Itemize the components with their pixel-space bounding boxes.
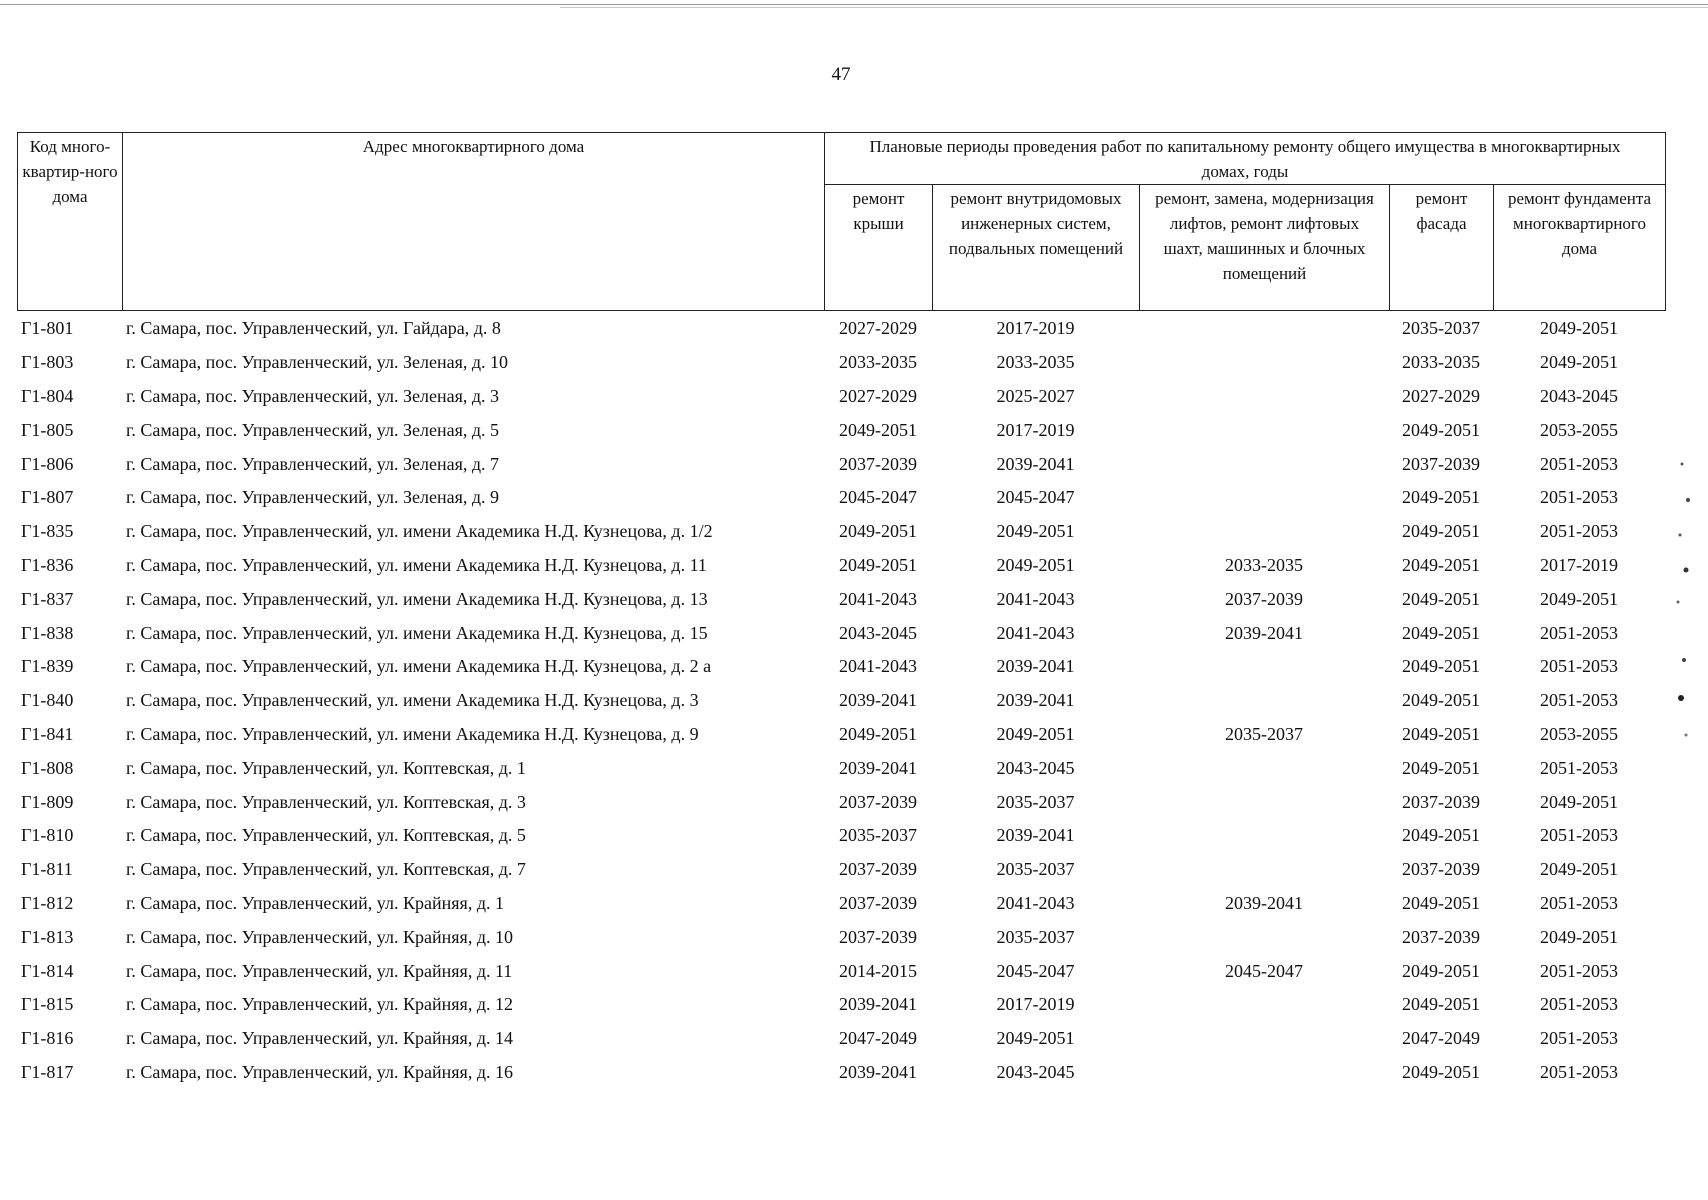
cell-code: Г1-801 [21,318,74,339]
cell-code: Г1-841 [21,723,74,744]
cell-address: г. Самара, пос. Управленческий, ул. Зеленая, д. 5 [126,419,500,440]
cell-foundation: 2049-2051 [1540,352,1618,373]
cell-roof: 2033-2035 [839,352,917,373]
cell-address: г. Самара, пос. Управленческий, ул. Крайняя, д. 12 [126,994,513,1015]
header-roof: ремонт крыши [825,185,933,311]
cell-engineering: 2039-2041 [996,690,1075,711]
cell-facade: 2049-2051 [1402,656,1480,677]
cell-facade: 2037-2039 [1402,926,1480,947]
cell-engineering: 2035-2037 [996,926,1075,947]
cell-address: г. Самара, пос. Управленческий, ул. Зеленая, д. 7 [126,453,500,474]
cell-engineering: 2049-2051 [996,521,1075,542]
cell-roof: 2047-2049 [839,1028,917,1049]
cell-engineering: 2041-2043 [996,588,1075,609]
cell-code: Г1-817 [21,1061,74,1082]
table-row [17,887,1665,921]
cell-foundation: 2051-2053 [1540,757,1618,778]
cell-facade: 2049-2051 [1402,554,1480,575]
cell-facade: 2049-2051 [1402,521,1480,542]
cell-address: г. Самара, пос. Управленческий, ул. Крайняя, д. 10 [126,926,513,947]
cell-roof: 2039-2041 [839,1061,917,1082]
cell-address: г. Самара, пос. Управленческий, ул. Гайдара, д. 8 [126,318,501,339]
table-row [17,582,1665,616]
cell-address: г. Самара, пос. Управленческий, ул. Крайняя, д. 16 [126,1061,513,1082]
table-row [17,549,1665,583]
cell-code: Г1-812 [21,892,74,913]
table-row [17,650,1665,684]
cell-roof: 2049-2051 [839,521,917,542]
cell-roof: 2035-2037 [839,825,917,846]
cell-address: г. Самара, пос. Управленческий, ул. Зеленая, д. 3 [126,385,500,406]
cell-address: г. Самара, пос. Управленческий, ул. Крайняя, д. 1 [126,892,504,913]
cell-roof: 2039-2041 [839,757,917,778]
cell-engineering: 2017-2019 [996,419,1075,440]
page-number: 47 [831,64,851,85]
cell-address: г. Самара, пос. Управленческий, ул. имени Академика Н.Д. Кузнецова, д. 9 [126,723,699,744]
cell-engineering: 2041-2043 [996,892,1075,913]
table-row [17,346,1665,380]
cell-facade: 2037-2039 [1402,791,1480,812]
table-row [17,819,1665,853]
cell-foundation: 2051-2053 [1540,690,1618,711]
table-row [17,312,1665,346]
cell-foundation: 2049-2051 [1540,926,1618,947]
cell-facade: 2049-2051 [1402,690,1480,711]
cell-code: Г1-807 [21,487,74,508]
cell-roof: 2014-2015 [839,960,917,981]
cell-facade: 2049-2051 [1402,994,1480,1015]
cell-lifts: 2033-2035 [1225,554,1303,575]
table-row [17,751,1665,785]
cell-engineering: 2041-2043 [996,622,1075,643]
cell-foundation: 2049-2051 [1540,588,1618,609]
cell-roof: 2027-2029 [839,385,917,406]
cell-facade: 2027-2029 [1402,385,1480,406]
cell-foundation: 2051-2053 [1540,656,1618,677]
header-planned-periods: Плановые периоды проведения работ по капитальному ремонту общего имущества в многоквартирных домах, годы [825,133,1666,185]
cell-engineering: 2049-2051 [996,723,1075,744]
cell-roof: 2037-2039 [839,859,917,880]
cell-facade: 2049-2051 [1402,757,1480,778]
cell-code: Г1-838 [21,622,74,643]
cell-code: Г1-835 [21,521,74,542]
cell-foundation: 2051-2053 [1540,825,1618,846]
cell-code: Г1-806 [21,453,74,474]
cell-code: Г1-810 [21,825,74,846]
cell-lifts: 2035-2037 [1225,723,1303,744]
cell-lifts: 2039-2041 [1225,892,1303,913]
cell-engineering: 2033-2035 [996,352,1075,373]
table-row [17,1056,1665,1090]
cell-roof: 2045-2047 [839,487,917,508]
cell-foundation: 2053-2055 [1540,419,1618,440]
header-code: Код много-квартир-ного дома [18,133,123,311]
cell-roof: 2049-2051 [839,419,917,440]
table-row [17,785,1665,819]
table-row [17,515,1665,549]
cell-code: Г1-840 [21,690,74,711]
cell-facade: 2049-2051 [1402,419,1480,440]
cell-facade: 2049-2051 [1402,825,1480,846]
table-row [17,920,1665,954]
cell-facade: 2049-2051 [1402,723,1480,744]
header-lifts: ремонт, замена, модернизация лифтов, ремонт лифтовых шахт, машинных и блочных помещений [1140,185,1390,311]
cell-facade: 2033-2035 [1402,352,1480,373]
scan-top-rule [0,4,1708,5]
cell-code: Г1-816 [21,1028,74,1049]
cell-address: г. Самара, пос. Управленческий, ул. Коптевская, д. 5 [126,825,526,846]
cell-roof: 2037-2039 [839,926,917,947]
cell-foundation: 2051-2053 [1540,622,1618,643]
table-body [17,312,1665,1089]
cell-roof: 2027-2029 [839,318,917,339]
cell-address: г. Самара, пос. Управленческий, ул. Крайняя, д. 14 [126,1028,513,1049]
cell-address: г. Самара, пос. Управленческий, ул. Крайняя, д. 11 [126,960,513,981]
cell-foundation: 2017-2019 [1540,554,1618,575]
cell-foundation: 2049-2051 [1540,318,1618,339]
cell-address: г. Самара, пос. Управленческий, ул. Коптевская, д. 7 [126,859,526,880]
cell-roof: 2049-2051 [839,554,917,575]
cell-engineering: 2035-2037 [996,791,1075,812]
cell-address: г. Самара, пос. Управленческий, ул. имени Академика Н.Д. Кузнецова, д. 13 [126,588,708,609]
cell-engineering: 2045-2047 [996,487,1075,508]
header-foundation: ремонт фундамента многоквартирного дома [1494,185,1666,311]
cell-foundation: 2051-2053 [1540,453,1618,474]
cell-address: г. Самара, пос. Управленческий, ул. Зеленая, д. 10 [126,352,509,373]
table-header [17,132,1666,311]
cell-lifts: 2045-2047 [1225,960,1303,981]
cell-facade: 2049-2051 [1402,622,1480,643]
table-row [17,853,1665,887]
cell-roof: 2037-2039 [839,791,917,812]
cell-engineering: 2017-2019 [996,318,1075,339]
cell-lifts: 2037-2039 [1225,588,1303,609]
cell-code: Г1-813 [21,926,74,947]
cell-facade: 2037-2039 [1402,859,1480,880]
cell-facade: 2035-2037 [1402,318,1480,339]
cell-code: Г1-836 [21,554,74,575]
cell-engineering: 2025-2027 [996,385,1075,406]
header-address: Адрес многоквартирного дома [123,133,825,311]
cell-code: Г1-803 [21,352,74,373]
cell-foundation: 2053-2055 [1540,723,1618,744]
cell-foundation: 2043-2045 [1540,385,1618,406]
table-row [17,481,1665,515]
cell-foundation: 2051-2053 [1540,1028,1618,1049]
cell-code: Г1-811 [21,859,73,880]
table-row [17,718,1665,752]
cell-facade: 2049-2051 [1402,960,1480,981]
cell-engineering: 2043-2045 [996,757,1075,778]
cell-facade: 2049-2051 [1402,1061,1480,1082]
header-engineering: ремонт внутридомовых инженерных систем, подвальных помещений [933,185,1140,311]
cell-address: г. Самара, пос. Управленческий, ул. имени Академика Н.Д. Кузнецова, д. 2 а [126,656,712,677]
cell-roof: 2041-2043 [839,588,917,609]
cell-roof: 2037-2039 [839,892,917,913]
cell-engineering: 2017-2019 [996,994,1075,1015]
table-row [17,447,1665,481]
cell-code: Г1-837 [21,588,74,609]
table-row [17,988,1665,1022]
cell-engineering: 2045-2047 [996,960,1075,981]
cell-facade: 2047-2049 [1402,1028,1480,1049]
cell-engineering: 2035-2037 [996,859,1075,880]
table-row [17,954,1665,988]
cell-address: г. Самара, пос. Управленческий, ул. имени Академика Н.Д. Кузнецова, д. 15 [126,622,708,643]
cell-lifts: 2039-2041 [1225,622,1303,643]
cell-foundation: 2049-2051 [1540,791,1618,812]
cell-roof: 2039-2041 [839,994,917,1015]
cell-foundation: 2051-2053 [1540,892,1618,913]
cell-address: г. Самара, пос. Управленческий, ул. Коптевская, д. 1 [126,757,526,778]
cell-foundation: 2049-2051 [1540,859,1618,880]
table-row [17,616,1665,650]
cell-address: г. Самара, пос. Управленческий, ул. имени Академика Н.Д. Кузнецова, д. 3 [126,690,699,711]
cell-address: г. Самара, пос. Управленческий, ул. Коптевская, д. 3 [126,791,526,812]
cell-address: г. Самара, пос. Управленческий, ул. имени Академика Н.Д. Кузнецова, д. 1/2 [126,521,713,542]
cell-foundation: 2051-2053 [1540,960,1618,981]
cell-facade: 2037-2039 [1402,453,1480,474]
cell-code: Г1-805 [21,419,74,440]
table-row [17,1022,1665,1056]
cell-engineering: 2039-2041 [996,825,1075,846]
cell-engineering: 2039-2041 [996,656,1075,677]
cell-roof: 2049-2051 [839,723,917,744]
cell-foundation: 2051-2053 [1540,487,1618,508]
cell-engineering: 2039-2041 [996,453,1075,474]
cell-code: Г1-814 [21,960,74,981]
cell-foundation: 2051-2053 [1540,994,1618,1015]
table-row [17,684,1665,718]
cell-address: г. Самара, пос. Управленческий, ул. Зеленая, д. 9 [126,487,500,508]
cell-engineering: 2049-2051 [996,554,1075,575]
cell-code: Г1-815 [21,994,74,1015]
scan-top-rule-secondary [560,7,1708,8]
cell-code: Г1-808 [21,757,74,778]
cell-facade: 2049-2051 [1402,588,1480,609]
cell-engineering: 2049-2051 [996,1028,1075,1049]
cell-foundation: 2051-2053 [1540,1061,1618,1082]
header-facade: ремонт фасада [1390,185,1494,311]
cell-code: Г1-804 [21,385,74,406]
cell-roof: 2041-2043 [839,656,917,677]
cell-facade: 2049-2051 [1402,487,1480,508]
cell-code: Г1-809 [21,791,74,812]
cell-foundation: 2051-2053 [1540,521,1618,542]
table-row [17,380,1665,414]
cell-engineering: 2043-2045 [996,1061,1075,1082]
cell-facade: 2049-2051 [1402,892,1480,913]
scan-artifact-marks [1670,460,1700,760]
cell-roof: 2037-2039 [839,453,917,474]
cell-roof: 2039-2041 [839,690,917,711]
table-row [17,413,1665,447]
cell-code: Г1-839 [21,656,74,677]
cell-roof: 2043-2045 [839,622,917,643]
cell-address: г. Самара, пос. Управленческий, ул. имени Академика Н.Д. Кузнецова, д. 11 [126,554,707,575]
